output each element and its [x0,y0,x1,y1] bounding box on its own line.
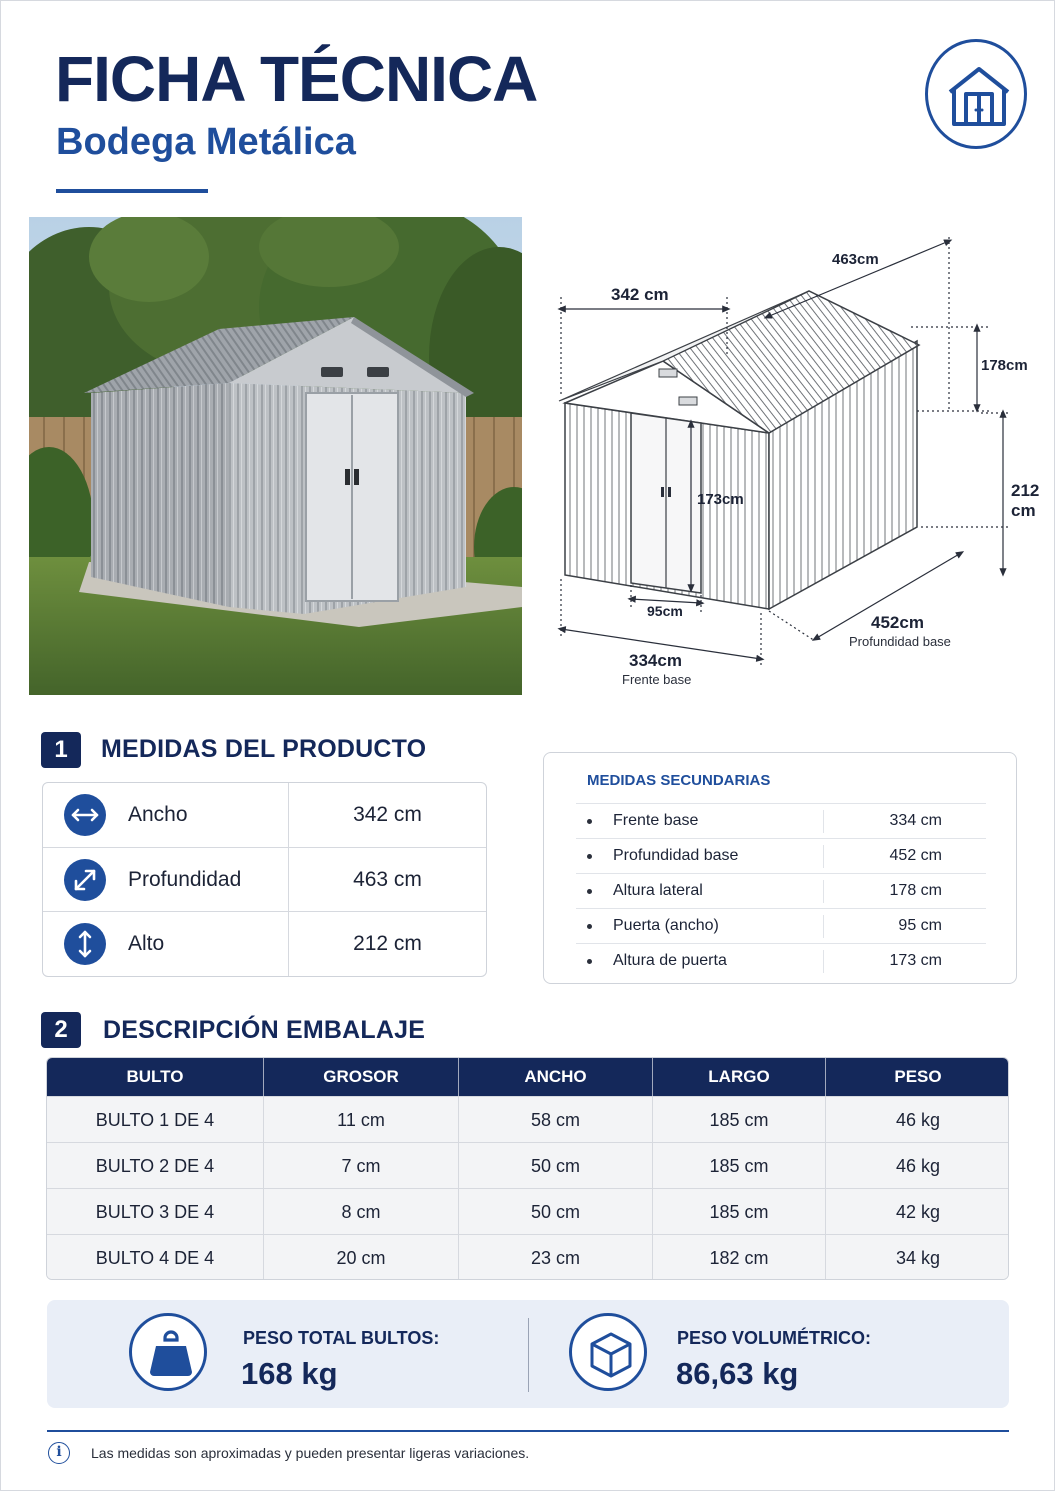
measure-value: 342 cm [353,803,422,826]
section-1-title: MEDIDAS DEL PRODUCTO [101,735,427,763]
horizontal-arrows-icon [64,794,106,836]
column-header: PESO [894,1067,942,1086]
secondary-value: 334 cm [889,812,942,829]
bullet-icon [587,854,592,859]
column-header: GROSOR [323,1067,399,1086]
box-icon [569,1313,647,1391]
house-icon [928,42,1030,152]
column-divider [823,915,824,938]
dim-width-top: 342 cm [611,285,669,304]
bullet-icon [587,924,592,929]
table-row [47,1096,1009,1142]
dimension-diagram [541,227,1041,697]
table-row [47,1142,1009,1188]
dim-total-height: 212 [1011,481,1040,500]
table-cell: BULTO 2 DE 4 [95,1156,215,1176]
table-row [47,1234,1009,1280]
column-header: LARGO [708,1067,770,1086]
measure-row-profundidad [43,847,486,911]
secondary-row [576,908,986,943]
dim-total-height-unit: cm [1011,501,1036,520]
totals-divider [528,1318,529,1392]
measure-label: Ancho [128,803,188,826]
packaging-table-header [47,1058,1009,1096]
totals-panel [47,1300,1009,1408]
measure-value: 463 cm [353,868,422,891]
measure-label: Alto [128,932,165,955]
dim-depth-base: 452cm [871,613,924,632]
secondary-label: Frente base [613,812,699,829]
table-cell: BULTO 3 DE 4 [95,1202,215,1222]
secondary-row [576,873,986,908]
dim-front-base: 334cm [629,651,682,670]
column-divider [823,810,824,833]
vertical-arrows-icon [64,923,106,965]
column-divider [823,880,824,903]
column-divider [823,950,824,973]
page-subtitle: Bodega Metálica [56,121,356,163]
table-cell: 46 kg [895,1110,941,1130]
table-cell: 185 cm [709,1202,769,1222]
table-cell: 182 cm [709,1248,769,1268]
table-cell: 58 cm [530,1110,581,1130]
measure-label: Profundidad [128,868,242,891]
product-measures-table [42,782,487,977]
total-weight-value: 168 kg [241,1356,338,1391]
dim-side-height: 178cm [981,357,1028,374]
secondary-row [576,838,986,873]
dim-front-base-label: Frente base [622,672,692,687]
volumetric-weight-label: PESO VOLUMÉTRICO: [677,1328,872,1348]
bullet-icon [587,889,592,894]
volumetric-weight-value: 86,63 kg [676,1356,799,1391]
table-cell: 50 cm [530,1156,581,1176]
weight-icon [129,1313,207,1391]
measure-value: 212 cm [353,932,422,955]
table-cell: 34 kg [895,1248,941,1268]
secondary-label: Altura lateral [613,882,703,899]
secondary-label: Profundidad base [613,847,739,864]
table-cell: 50 cm [530,1202,581,1222]
logo-badge [925,39,1027,149]
measure-row-ancho [43,783,486,847]
measure-row-alto [43,911,486,975]
table-cell: 46 kg [895,1156,941,1176]
secondary-value: 173 cm [889,952,942,969]
table-row [47,1188,1009,1234]
secondary-value: 178 cm [889,882,942,899]
shed-photo [29,217,522,695]
title-underline [56,189,208,193]
total-weight-label: PESO TOTAL BULTOS: [243,1328,440,1348]
secondary-label: Altura de puerta [613,952,727,969]
section-2-title: DESCRIPCIÓN EMBALAJE [103,1016,426,1044]
table-cell: BULTO 1 DE 4 [95,1110,215,1130]
column-divider [823,845,824,868]
secondary-measures-title: MEDIDAS SECUNDARIAS [587,772,771,789]
page-title: FICHA TÉCNICA [55,43,538,115]
diagonal-arrows-icon [64,859,106,901]
secondary-measures-box [543,752,1017,984]
footer-note: Las medidas son aproximadas y pueden presentar ligeras variaciones. [91,1445,530,1461]
section-2-number: 2 [41,1012,81,1048]
bullet-icon [587,819,592,824]
column-header: BULTO [126,1067,184,1086]
table-cell: 185 cm [709,1156,769,1176]
table-cell: 185 cm [709,1110,769,1130]
dim-depth-base-label: Profundidad base [849,634,951,649]
secondary-row [576,943,986,978]
table-cell: 23 cm [530,1248,581,1268]
dim-door-width: 95cm [647,603,683,619]
secondary-value: 452 cm [889,847,942,864]
table-cell: 42 kg [895,1202,941,1222]
secondary-row [576,803,986,838]
dim-depth-top: 463cm [832,251,879,268]
section-1-number: 1 [41,732,81,768]
footer-rule [47,1430,1009,1432]
table-cell: 20 cm [336,1248,386,1268]
table-cell: 11 cm [337,1110,385,1130]
table-cell: BULTO 4 DE 4 [95,1248,215,1268]
column-header: ANCHO [524,1067,587,1086]
secondary-value: 95 cm [898,917,942,934]
bullet-icon [587,959,592,964]
dim-door-height: 173cm [697,491,744,508]
table-cell: 8 cm [341,1202,381,1222]
secondary-label: Puerta (ancho) [613,917,719,934]
info-icon: i [48,1442,70,1464]
packaging-table [46,1057,1009,1280]
table-cell: 7 cm [341,1156,381,1176]
